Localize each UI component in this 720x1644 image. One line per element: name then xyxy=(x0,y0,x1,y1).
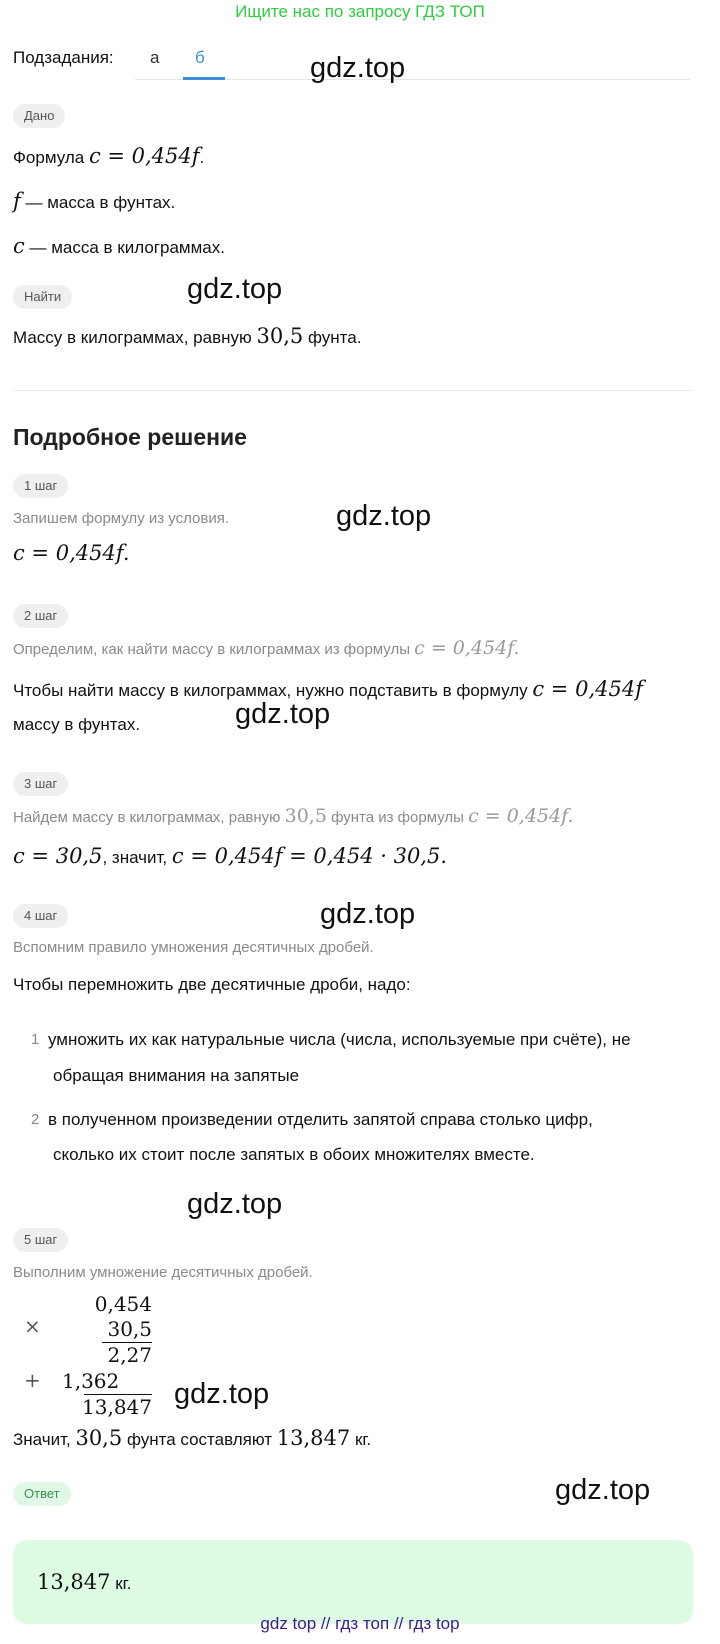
answer-chip: Ответ xyxy=(13,1482,71,1506)
watermark: gdz.top xyxy=(555,1474,651,1506)
times-sign: × xyxy=(24,1314,41,1338)
find-suffix: фунта. xyxy=(303,328,362,347)
answer-unit: кг. xyxy=(110,1574,132,1593)
conclusion-mid: фунта составляют xyxy=(122,1430,277,1449)
answer-line xyxy=(37,1570,132,1596)
step-5-chip: 5 шаг xyxy=(13,1228,68,1252)
promo-banner[interactable]: Ищите нас по запросу ГДЗ ТОП xyxy=(235,2,485,21)
given-f-line xyxy=(13,189,175,215)
step-2-chip: 2 шаг xyxy=(13,604,68,628)
list-item-1-line-2: обращая внимания на запятые xyxy=(53,1066,300,1085)
partial-product-2: 1,362 xyxy=(62,1369,120,1393)
watermark: gdz.top xyxy=(320,898,416,930)
find-chip: Найти xyxy=(13,285,72,309)
given-formula-line xyxy=(13,144,204,170)
find-value: 30,5 xyxy=(256,324,304,348)
watermark: gdz.top xyxy=(336,500,432,532)
step-3-line-c: c = 0,454f = 0,454 · 30,5. xyxy=(171,844,448,868)
step-4-text: Чтобы перемножить две десятичные дроби, надо: xyxy=(13,975,411,994)
step-3-hint-value: 30,5 xyxy=(284,805,327,827)
step-2-text-prefix: Чтобы найти массу в килограммах, нужно подставить в формулу xyxy=(13,681,533,700)
list-item-1-number: 1 xyxy=(31,1031,40,1048)
multiplicand: 0,454 xyxy=(94,1292,152,1316)
c-description: — масса в килограммах. xyxy=(24,238,225,257)
step-3-hint-mid: фунта из формулы xyxy=(326,809,469,826)
list-item-2-number: 2 xyxy=(31,1111,40,1128)
tab-b[interactable]: б xyxy=(195,48,205,67)
given-formula-prefix: Формула xyxy=(13,148,89,167)
c-variable: c xyxy=(13,234,25,258)
tab-a[interactable]: а xyxy=(150,48,160,67)
conclusion-prefix: Значит, xyxy=(13,1430,76,1449)
step-1-formula: c = 0,454f. xyxy=(13,541,130,565)
answer-value: 13,847 xyxy=(37,1570,111,1594)
partial-product-1: 2,27 xyxy=(107,1343,152,1367)
conclusion-result: 13,847 xyxy=(276,1426,351,1450)
given-c-line xyxy=(13,234,225,260)
step-5-conclusion xyxy=(13,1426,371,1452)
step-2-hint xyxy=(13,637,520,661)
conclusion-value: 30,5 xyxy=(75,1426,123,1450)
multiplier: 30,5 xyxy=(107,1317,152,1341)
step-3-line xyxy=(13,844,447,870)
find-line xyxy=(13,324,361,350)
watermark: gdz.top xyxy=(235,698,331,730)
step-3-line-a: c = 30,5 xyxy=(13,844,103,868)
list-item-1-line-1: умножить их как натуральные числа (числа, используемые при счёте), не xyxy=(48,1030,631,1049)
step-1-chip: 1 шаг xyxy=(13,474,68,498)
step-4-chip: 4 шаг xyxy=(13,904,68,928)
section-divider xyxy=(13,390,693,391)
f-variable: f xyxy=(13,189,21,213)
step-5-hint: Выполним умножение десятичных дробей. xyxy=(13,1264,313,1281)
given-formula-end: . xyxy=(199,148,205,167)
step-3-line-b: , значит, xyxy=(102,848,172,867)
list-item-2-line-1: в полученном произведении отделить запятой справа столько цифр, xyxy=(48,1110,593,1129)
footer-links[interactable]: gdz top // гдз топ // гдз top xyxy=(260,1614,460,1633)
given-formula: c = 0,454f xyxy=(88,144,200,168)
step-2-hint-formula: c = 0,454f. xyxy=(414,637,520,659)
find-prefix: Массу в килограммах, равную xyxy=(13,328,257,347)
watermark: gdz.top xyxy=(310,52,406,84)
f-description: — масса в фунтах. xyxy=(20,193,176,212)
watermark: gdz.top xyxy=(174,1378,270,1410)
step-3-hint xyxy=(13,805,574,829)
step-1-hint: Запишем формулу из условия. xyxy=(13,510,230,527)
answer-box xyxy=(13,1540,693,1624)
multiplication-column xyxy=(20,1290,160,1430)
conclusion-suffix: кг. xyxy=(350,1430,372,1449)
step-3-hint-formula: c = 0,454f. xyxy=(468,805,574,827)
solution-title: Подробное решение xyxy=(13,424,247,450)
subtasks-label: Подзадания: xyxy=(13,48,114,67)
product-result: 13,847 xyxy=(82,1395,152,1419)
given-chip: Дано xyxy=(13,104,65,128)
plus-sign: + xyxy=(24,1368,41,1392)
list-item-2-line-2: сколько их стоит после запятых в обоих множителях вместе. xyxy=(53,1145,535,1164)
step-2-text-formula: c = 0,454f xyxy=(532,677,643,701)
step-2-text-line-2: массу в фунтах. xyxy=(13,715,141,734)
watermark: gdz.top xyxy=(187,1188,283,1220)
step-3-hint-prefix: Найдем массу в килограммах, равную xyxy=(13,809,285,826)
step-2-hint-prefix: Определим, как найти массу в килограммах из формулы xyxy=(13,641,415,658)
watermark: gdz.top xyxy=(187,273,283,305)
active-tab-indicator xyxy=(183,77,225,80)
step-4-hint: Вспомним правило умножения десятичных дробей. xyxy=(13,939,374,956)
step-3-chip: 3 шаг xyxy=(13,772,68,796)
